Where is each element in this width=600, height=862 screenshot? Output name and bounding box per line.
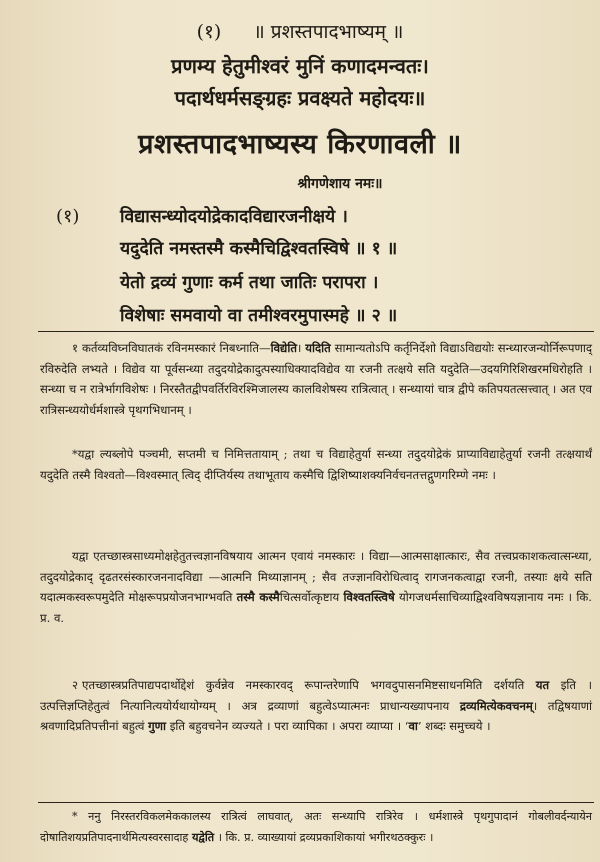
- opening-verse-line-2: पदार्थधर्मसङ्ग्रहः प्रवक्ष्यते महोदयः॥: [174, 86, 426, 110]
- commentary-paragraph-2: *यद्वा ल्यब्लोपे पञ्चमी, सप्तमी च निमित्ततायाम् ; तथा च विद्याहेतुर्या सन्ध्या तदुदयोद्रेकं प्राप्याविद्याहेतुर्या रजनी तत्क्षयार्थं यदुदेति तस्मै विश्वतो—विश्वस्मात् त्विद् दीप्तिर्यस्य तथाभूताय कस्मैचि द्विशिष्याशक्यनिर्वचनतत्तद्गुणगरिम्णे नमः ।: [40, 447, 592, 482]
- commentary-title: प्रशस्तपादभाष्यस्य किरणावली ॥: [138, 129, 462, 160]
- page-header: [0, 18, 600, 44]
- paragraph-number: २: [72, 678, 79, 692]
- section-number: (१): [196, 21, 222, 43]
- footnote: * ननु निरस्तरविकलमेककालस्य रात्रित्वं लाघवात्, अतः सन्ध्यापि रात्रिरेव । धर्मशास्त्रे पृथगुपादानं गोबलीवर्दन्यायेन दोषातिशयप्रतिपादनार्थमित्यस्वरसादाह यद्वेति । कि. प्र. व्याख्यायां द्रव्यप्रकाशिकायां भगीरथठक्कुरः ।: [40, 810, 592, 844]
- work-title: ॥ प्रशस्तपादभाष्यम् ॥: [253, 21, 404, 43]
- verse-block-number: (१): [56, 206, 80, 227]
- verse-line-2: यदुदेति नमस्तस्मै कस्मैचिद्विश्वतस्विषे ॥ १ ॥: [120, 239, 398, 259]
- footnote-divider-rule: [38, 802, 594, 803]
- paragraph-number: १: [72, 341, 79, 355]
- invocation: श्रीगणेशाय नमः॥: [297, 176, 383, 192]
- commentary-paragraph-1: १ कर्तव्यविघ्नविघातकं रविनमस्कारं निबध्नाति—विद्येति। यदिति सामान्यतोऽपि कर्तृनिर्देशो विद्याऽविद्ययोः सन्ध्यारजन्योर्निरूपणाद् रविरुदेति लभ्यते । विद्येव या पूर्वसन्ध्या तदुदयोद्रेकादुत्पस्याधिक्यादविद्येव या रजनी तत्क्षये सति यदुदेति—उदयगिरिशिखरमधिरोहति । सन्ध्या च न रात्रेर्भागविशेषः । निरस्तैतद्वीपवर्तिरविरश्मिजालस्य कालविशेषस्य रात्रित्वात् । सन्ध्यायां चात्र द्वीपे कतिपयतत्सत्त्वात् । अत एव रात्रिसन्ध्ययोर्धर्मशास्त्रे पृथगभिधानम् ।: [40, 341, 592, 417]
- verse-line-4: विशेषाः समवायो वा तमीश्वरमुपास्महे ॥ २ ॥: [120, 306, 398, 326]
- verse-line-1: विद्यासन्ध्योदयोद्रेकादविद्यारजनीक्षये ।: [120, 207, 348, 227]
- commentary-paragraph-3: यद्वा एतच्छास्त्रसाध्यमोक्षहेतुतत्त्वज्ञानविषयाय आत्मन एवायं नमस्कारः । विद्या—आत्मसाक्षात्कारः, सैव तत्त्वप्रकाशकत्वात्सन्ध्या, तदुदयोद्रेकाद् दृढतरसंस्कारजननादविद्या —आत्मनि मिथ्याज्ञानम् ; सैव तज्ज्ञानविरोधित्वाद् रागजनकत्वाद्वा रजनी, तस्याः क्षये सति यदात्मकस्वरूपमुदेति मोक्षरूपप्रयोजनभाग्भवति तस्मै कस्मैचित्सर्वोत्कृष्टाय विश्वतस्त्विषे योगजधर्मसाचिव्याद्विश्वविषयज्ञानाय नमः । कि. प्र. व.: [40, 549, 593, 625]
- verse-line-3: येतो द्रव्यं गुणाः कर्म तथा जातिः परापरा ।: [120, 273, 379, 293]
- divider-rule: [38, 331, 594, 332]
- commentary-paragraph-4: २ एतच्छास्त्रप्रतिपाद्यपदार्थोद्देशं कुर्वन्नेव नमस्कारवद् रूपान्तरेणापि भगवदुपासनमिष्टसाधनमिति दर्शयति यत इति । उत्पत्तिज्ञप्तिहेतुत्वं नित्यानित्ययोर्यथायोग्यम् । अत्र द्रव्याणां बहुत्वेऽप्यात्मनः प्राधान्यख्यापनाय द्रव्यमित्येकवचनम्। तद्विषयाणां श्रवणादिप्रतिपत्तीनां बहुत्वं गुणा इति बहुवचनेन व्यज्यते । परा व्यापिका । अपरा व्याप्या । ‘वा’ शब्दः समुच्चये ।: [40, 678, 592, 733]
- opening-verse-line-1: प्रणम्य हेतुमीश्वरं मुनिं कणादमन्वतः।: [171, 54, 429, 78]
